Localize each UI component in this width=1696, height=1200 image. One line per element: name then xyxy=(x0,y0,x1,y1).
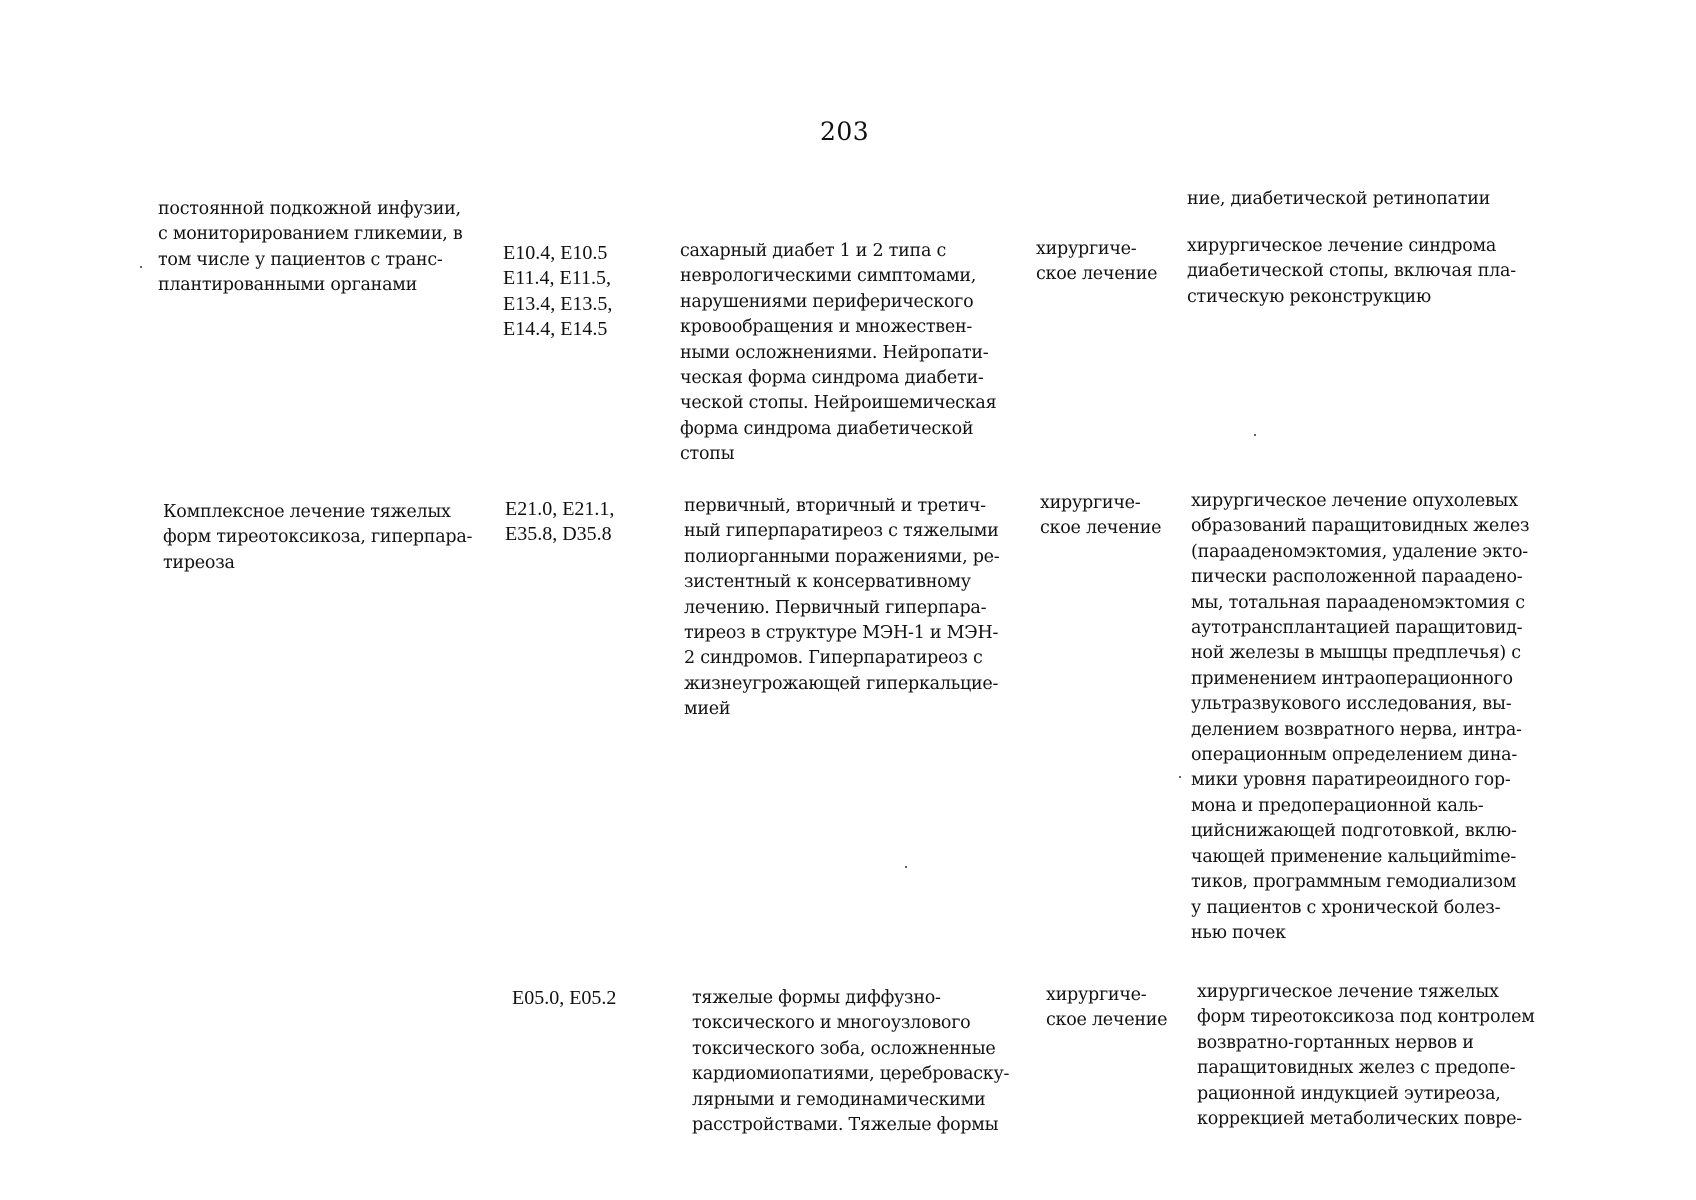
row-4-method: хирургическое лечение тяжелых форм тиреотоксикоза под контролем возвратно-гортанных нервов и паращитовидных желез с предопе- рационной индукцией эутиреоза, коррекцией метаболических повре- xyxy=(1197,982,1535,1130)
scan-dot xyxy=(905,866,907,868)
page-number: 203 xyxy=(820,117,870,146)
row-4-treatment: хирургиче- ское лечение xyxy=(1046,985,1168,1031)
scan-dot xyxy=(1254,434,1256,436)
row-2-codes: E10.4, E10.5 E11.4, E11.5, E13.4, E13.5, E14.4, E14.5 xyxy=(503,242,613,341)
scan-dot xyxy=(1179,776,1181,778)
row-3-model: первичный, вторичный и третич- ный гиперпаратиреоз с тяжелыми полиорганными поражениями, ре- зистентный к консервативному лечению. Первичный гиперпара- тиреоз в структуре МЭН-1 и МЭН- 2 синдромов. Гиперпаратиреоз с жизнеугрожающей гиперкальцие- мией xyxy=(684,496,1000,720)
row-2-treatment: хирургиче- ское лечение xyxy=(1036,239,1158,285)
row-4-model: тяжелые формы диффузно- токсического и многоузлового токсического зоба, осложненные кардиомиопатиями, цереброваску- лярными и гемодинамическими расстройствами. Тяжелые формы xyxy=(692,988,1010,1136)
row-1-method: ние, диабетической ретинопатии xyxy=(1187,189,1491,209)
row-3-codes: E21.0, E21.1, E35.8, D35.8 xyxy=(505,498,615,546)
row-2-method: хирургическое лечение синдрома диабетической стопы, включая пла- стическую реконструкцию xyxy=(1187,236,1516,307)
row-3-name: Комплексное лечение тяжелых форм тиреотоксикоза, гиперпара- тиреоза xyxy=(163,502,473,573)
row-3-treatment: хирургиче- ское лечение xyxy=(1040,493,1162,539)
row-1-name: постоянной подкожной инфузии, с мониторированием гликемии, в том числе у пациентов с транс- плантированными органами xyxy=(158,199,463,296)
row-4-codes: E05.0, E05.2 xyxy=(512,987,617,1009)
row-2-model: сахарный диабет 1 и 2 типа с неврологическими симптомами, нарушениями периферического кровообращения и множествен- ными осложнениями. Нейропати- ческая форма синдрома диабети- ческой стопы. Нейроишемическая форма синдрома диабетической стопы xyxy=(680,241,997,465)
scan-dot xyxy=(140,266,142,268)
row-3-method: хирургическое лечение опухолевых образований паращитовидных желез (парааденомэктомия, удаление экто- пически расположенной параадено- мы, тотальная парааденомэктомия с аутотрансплантацией паращитовид- ной железы в мышцы предплечья) с применением интраоперационного ультразвукового исследования, вы- делением возвратного нерва, интра- операционным определением дина- мики уровня паратиреоидного гор- мона и предоперационной каль- цийснижающей подготовкой, вклю- чающей применение кальцийmime- тиков, программным гемодиализом у пациентов с хронической болез- нью почек xyxy=(1191,491,1530,943)
